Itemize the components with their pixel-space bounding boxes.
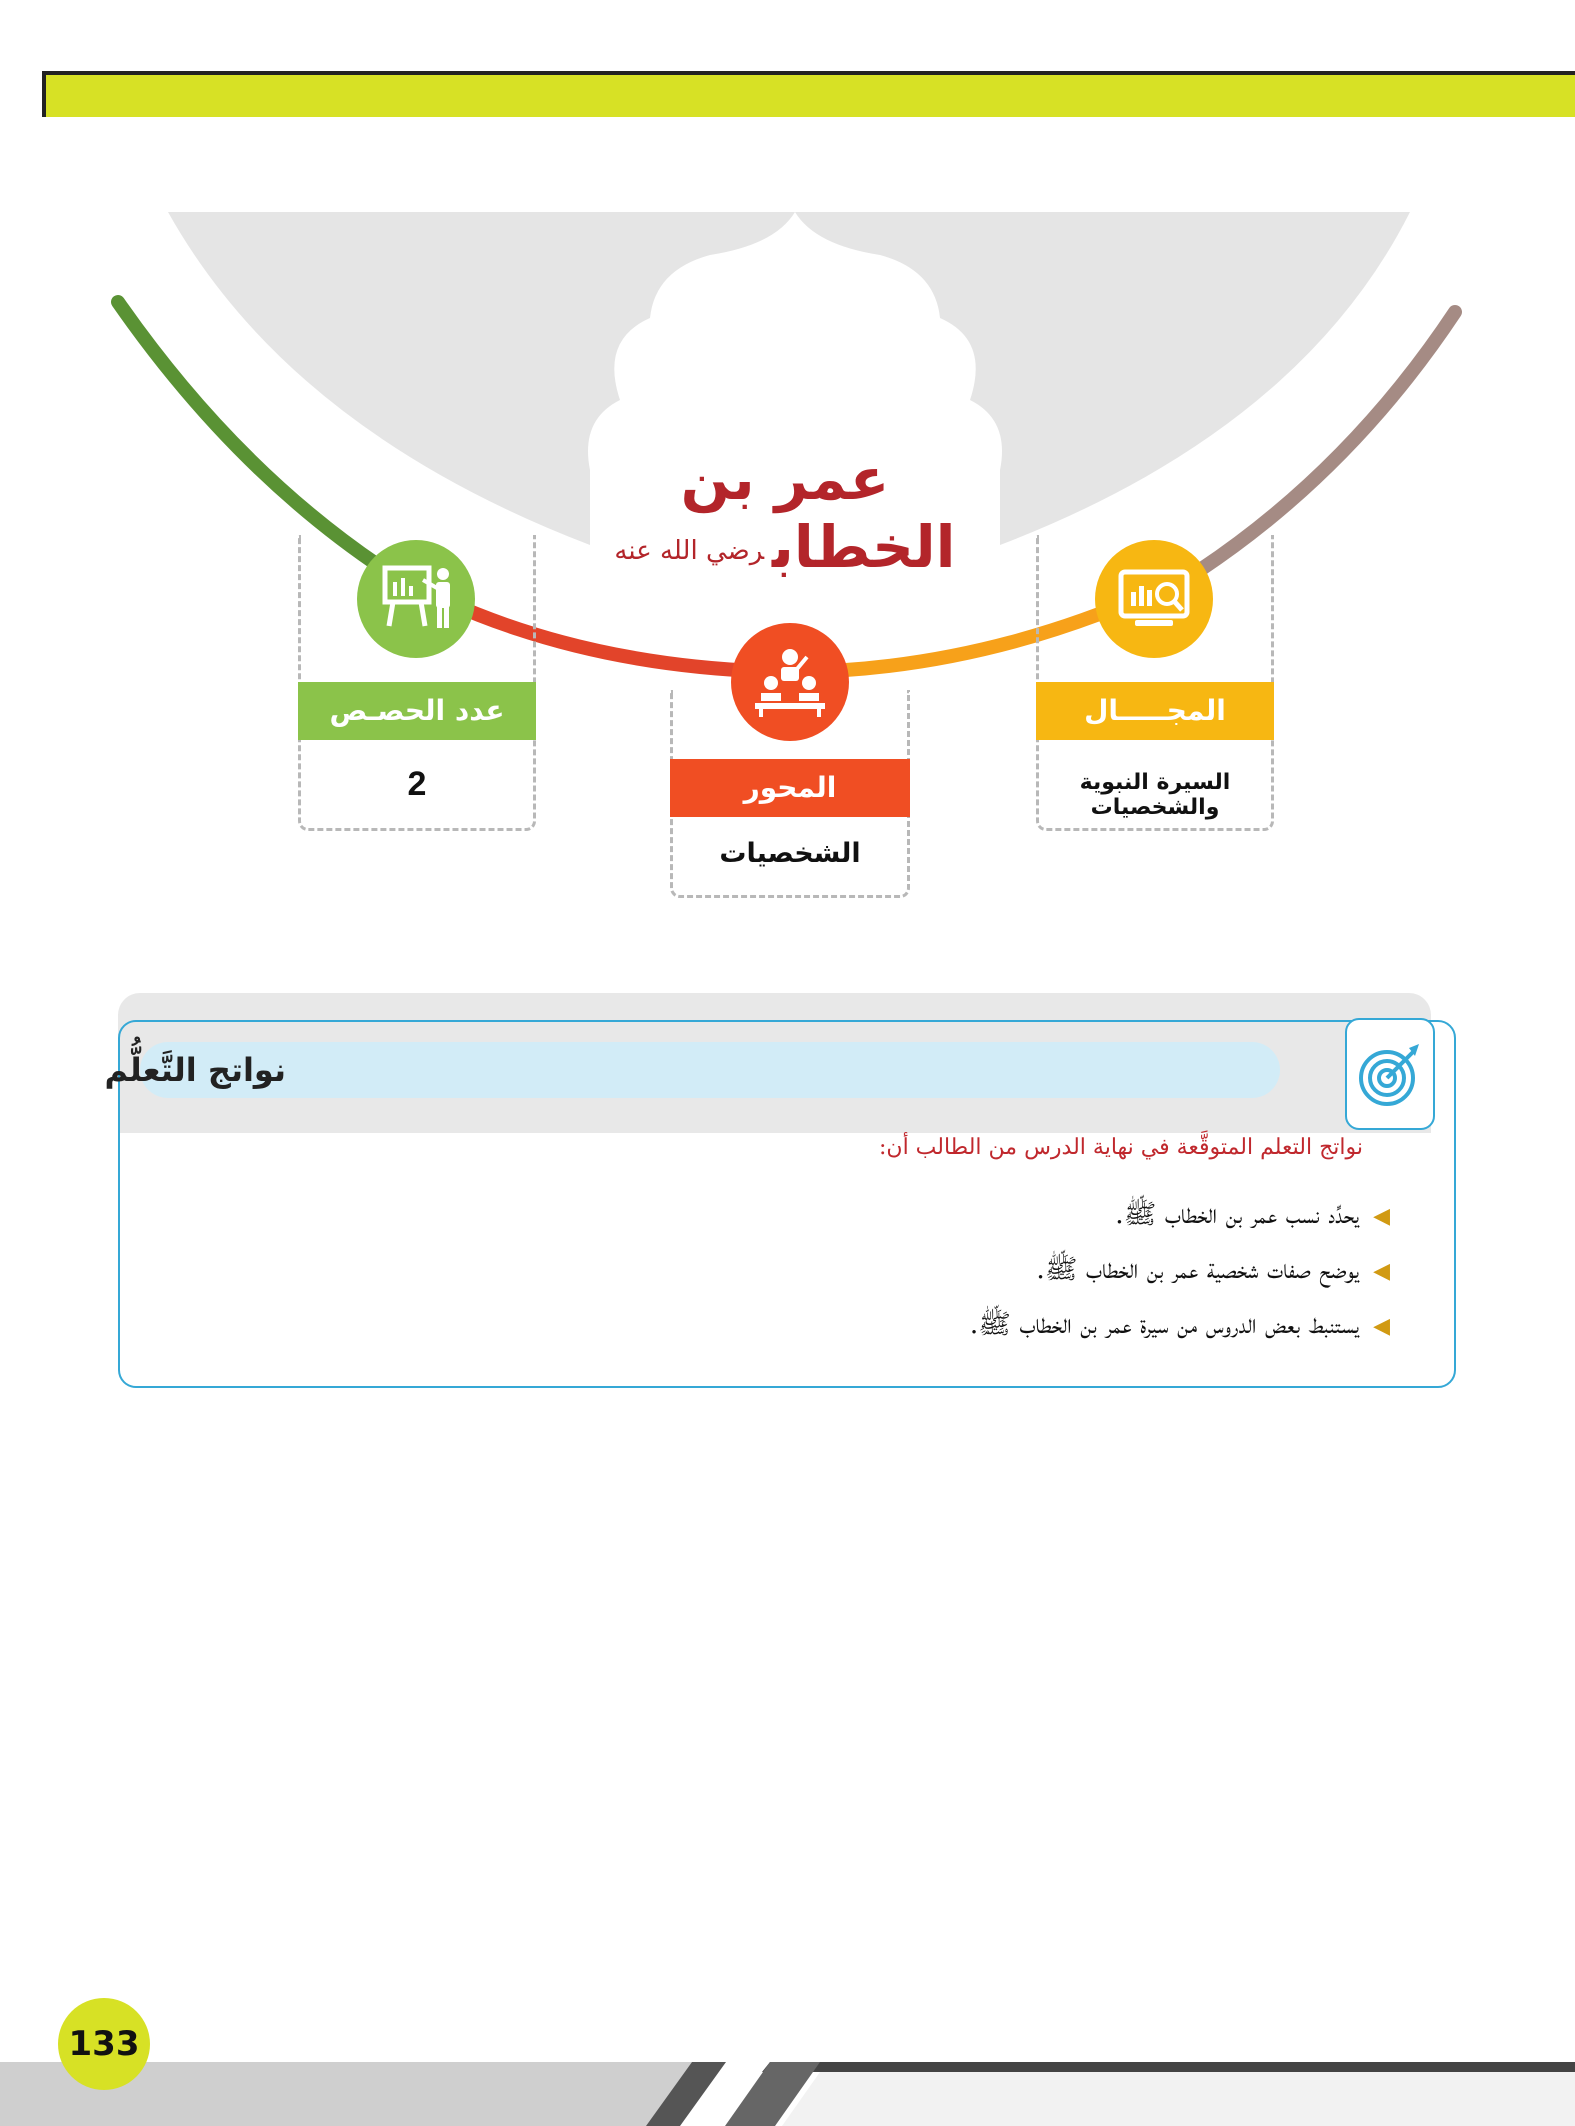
- lesson-title-text: عمر بن الخطاب: [680, 445, 956, 581]
- outcome-text: يستنبط بعض الدروس من سيرة عمر بن الخطاب ﷺ.: [969, 1309, 1360, 1340]
- presentation-icon: [357, 540, 475, 658]
- outcomes-heading-pill: [140, 1042, 1280, 1098]
- outcomes-intro: نواتج التعلم المتوقَّعة في نهاية الدرس من الطالب أن:: [879, 1135, 1363, 1160]
- bullet-triangle-icon: ◀: [1373, 1259, 1390, 1284]
- analysis-monitor-icon: [1095, 540, 1213, 658]
- axis-label: المحور: [670, 759, 910, 817]
- periods-label: عدد الحصـص: [298, 682, 536, 740]
- domain-label: المجـــــال: [1036, 682, 1274, 740]
- page-number: 133: [58, 1998, 150, 2090]
- footer-dark-band: [762, 2062, 1575, 2072]
- presentation-icon-circle: [357, 540, 475, 658]
- target-icon: [1347, 1020, 1433, 1128]
- bullet-triangle-icon: ◀: [1373, 1204, 1390, 1229]
- domain-value: السيرة النبوية والشخصيات: [1079, 770, 1231, 820]
- outcomes-heading: نواتج التَّعلُّم: [104, 1051, 286, 1089]
- lesson-title: [560, 445, 1010, 581]
- honorific-glyph: رضي الله عنه: [614, 535, 765, 566]
- target-icon-frame: [1345, 1018, 1435, 1130]
- bullet-triangle-icon: ◀: [1373, 1314, 1390, 1339]
- outcome-item: [1036, 1252, 1390, 1292]
- analysis-monitor-icon-circle: [1095, 540, 1213, 658]
- audience-icon-circle: [731, 623, 849, 741]
- outcome-text: يحدِّد نسب عمر بن الخطاب ﷺ.: [1115, 1199, 1360, 1230]
- axis-value: الشخصيات: [719, 838, 861, 869]
- outcome-item: [970, 1307, 1390, 1347]
- outcome-text: يوضح صفات شخصية عمر بن الخطاب ﷺ.: [1036, 1254, 1360, 1285]
- audience-icon: [731, 623, 849, 741]
- periods-value: 2: [407, 765, 427, 803]
- outcome-item: [1115, 1197, 1390, 1237]
- footer-light-right: [782, 2072, 1575, 2126]
